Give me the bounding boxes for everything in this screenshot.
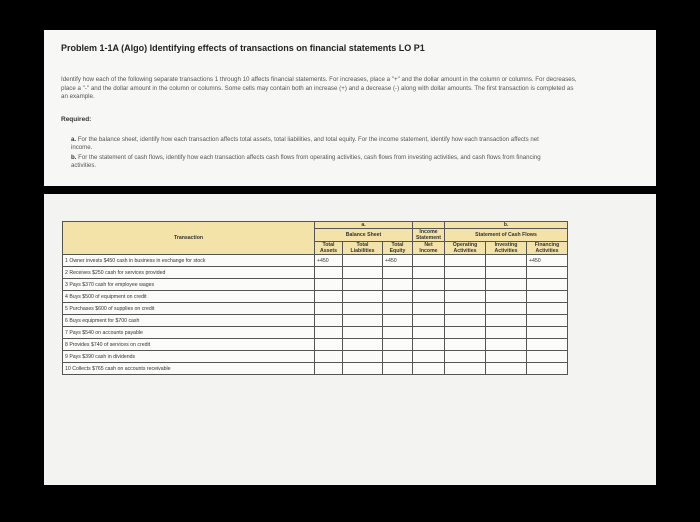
effect-input-assets[interactable] — [315, 267, 343, 279]
effect-input-operating[interactable] — [445, 291, 486, 303]
effect-input-equity[interactable] — [383, 279, 413, 291]
effect-input-assets[interactable] — [315, 351, 343, 363]
effect-input-financing[interactable] — [527, 351, 568, 363]
effect-input-financing[interactable] — [527, 303, 568, 315]
effect-input-investing[interactable] — [486, 279, 527, 291]
part-b-label: b. — [445, 222, 568, 229]
effect-input-net-income[interactable] — [413, 327, 445, 339]
transaction-cell: 2 Receives $250 cash for services provided — [63, 267, 315, 279]
effect-input-financing[interactable] — [527, 279, 568, 291]
effect-input-financing[interactable] — [527, 339, 568, 351]
transaction-cell: 9 Pays $390 cash in dividends — [63, 351, 315, 363]
effect-input-equity[interactable]: +450 — [383, 255, 413, 267]
transaction-cell: 8 Provides $740 of services on credit — [63, 339, 315, 351]
requirement-b-text: For the statement of cash flows, identify how each transaction affects cash flows from operating activities, cash flows from investing activities, and cash flows from financing activities. — [71, 154, 541, 170]
table-row — [63, 339, 568, 351]
effect-input-net-income[interactable] — [413, 363, 445, 375]
effect-input-operating[interactable] — [445, 363, 486, 375]
transaction-cell: 6 Buys equipment for $700 cash — [63, 315, 315, 327]
effect-input-operating[interactable] — [445, 351, 486, 363]
effect-input-financing[interactable] — [527, 327, 568, 339]
requirement-b-label: b. — [71, 154, 77, 161]
effect-input-assets[interactable] — [315, 315, 343, 327]
effect-input-equity[interactable] — [383, 363, 413, 375]
balance-sheet-header: Balance Sheet — [315, 229, 413, 242]
effect-input-operating[interactable] — [445, 267, 486, 279]
effect-input-investing[interactable] — [486, 351, 527, 363]
effect-input-investing[interactable] — [486, 339, 527, 351]
effect-input-liabilities[interactable] — [343, 315, 383, 327]
effect-input-equity[interactable] — [383, 267, 413, 279]
requirement-a-text: For the balance sheet, identify how each transaction affects total assets, total liabilities, and total equity. For the income statement, identify how each transaction affects net income. — [71, 136, 539, 152]
effect-input-equity[interactable] — [383, 339, 413, 351]
effect-input-assets[interactable] — [315, 279, 343, 291]
col-total-liabilities: Total Liabilities — [343, 242, 383, 255]
required-label: Required: — [61, 116, 92, 123]
transaction-cell: 5 Purchases $600 of supplies on credit — [63, 303, 315, 315]
transaction-cell: 1 Owner invests $450 cash in business in exchange for stock — [63, 255, 315, 267]
col-net-income: Net Income — [413, 242, 445, 255]
effect-input-net-income[interactable] — [413, 279, 445, 291]
effect-input-financing[interactable]: +450 — [527, 255, 568, 267]
table-row — [63, 327, 568, 339]
table-row — [63, 363, 568, 375]
part-a-income-spacer — [413, 222, 445, 229]
requirement-a-label: a. — [71, 136, 77, 143]
transaction-cell: 4 Buys $500 of equipment on credit — [63, 291, 315, 303]
effect-input-operating[interactable] — [445, 279, 486, 291]
effect-input-investing[interactable] — [486, 303, 527, 315]
effect-input-liabilities[interactable] — [343, 267, 383, 279]
col-investing: Investing Activities — [486, 242, 527, 255]
effects-table — [62, 221, 568, 375]
effect-input-equity[interactable] — [383, 303, 413, 315]
effect-input-financing[interactable] — [527, 291, 568, 303]
transaction-cell: 10 Collects $765 cash on accounts receivable — [63, 363, 315, 375]
problem-panel — [44, 30, 656, 186]
table-row — [63, 303, 568, 315]
effect-input-net-income[interactable] — [413, 267, 445, 279]
effect-input-investing[interactable] — [486, 291, 527, 303]
col-financing: Financing Activities — [527, 242, 568, 255]
effect-input-assets[interactable] — [315, 339, 343, 351]
effect-input-financing[interactable] — [527, 267, 568, 279]
transaction-cell: 7 Pays $540 on accounts payable — [63, 327, 315, 339]
effect-input-investing[interactable] — [486, 363, 527, 375]
effect-input-net-income[interactable] — [413, 339, 445, 351]
effect-input-financing[interactable] — [527, 363, 568, 375]
effect-input-liabilities[interactable] — [343, 279, 383, 291]
effect-input-liabilities[interactable] — [343, 291, 383, 303]
effect-input-net-income[interactable] — [413, 255, 445, 267]
effect-input-investing[interactable] — [486, 267, 527, 279]
table-row — [63, 255, 568, 267]
table-row — [63, 291, 568, 303]
effect-input-operating[interactable] — [445, 327, 486, 339]
table-row — [63, 351, 568, 363]
income-statement-header: Income Statement — [413, 229, 445, 242]
effect-input-assets[interactable] — [315, 291, 343, 303]
requirement-b — [71, 154, 541, 171]
transaction-header: Transaction — [63, 222, 315, 255]
effect-input-liabilities[interactable] — [343, 303, 383, 315]
effect-input-liabilities[interactable] — [343, 363, 383, 375]
effect-input-liabilities[interactable] — [343, 255, 383, 267]
effect-input-net-income[interactable] — [413, 351, 445, 363]
effect-input-operating[interactable] — [445, 339, 486, 351]
effect-input-assets[interactable] — [315, 327, 343, 339]
effect-input-equity[interactable] — [383, 351, 413, 363]
problem-title: Problem 1-1A (Algo) Identifying effects of transactions on financial statements LO P1 — [61, 43, 425, 53]
effect-input-equity[interactable] — [383, 291, 413, 303]
effect-input-equity[interactable] — [383, 327, 413, 339]
effect-input-liabilities[interactable] — [343, 339, 383, 351]
effect-input-assets[interactable]: +450 — [315, 255, 343, 267]
effect-input-operating[interactable] — [445, 303, 486, 315]
part-a-label: a. — [315, 222, 413, 229]
cash-flows-header: Statement of Cash Flows — [445, 229, 568, 242]
col-operating: Operating Activities — [445, 242, 486, 255]
effect-input-assets[interactable] — [315, 363, 343, 375]
table-row — [63, 315, 568, 327]
effect-input-investing[interactable] — [486, 255, 527, 267]
table-row — [63, 267, 568, 279]
effect-input-equity[interactable] — [383, 315, 413, 327]
effect-input-net-income[interactable] — [413, 315, 445, 327]
effect-input-net-income[interactable] — [413, 291, 445, 303]
col-total-equity: Total Equity — [383, 242, 413, 255]
effect-input-operating[interactable] — [445, 315, 486, 327]
problem-instructions: Identify how each of the following separate transactions 1 through 10 affects financial statements. For increases, place a "+" and the dollar amount in the column or columns. For decreases, place a "-" and the dollar amount in the column or columns. Some cells may contain both an increase (+) and a decrease (-) along with dollar amounts. The first transaction is completed as an example. — [61, 76, 577, 101]
effect-input-investing[interactable] — [486, 327, 527, 339]
effect-input-assets[interactable] — [315, 303, 343, 315]
effect-input-net-income[interactable] — [413, 303, 445, 315]
col-total-assets: Total Assets — [315, 242, 343, 255]
requirement-a — [71, 136, 541, 153]
table-row — [63, 279, 568, 291]
transaction-cell: 3 Pays $370 cash for employee wages — [63, 279, 315, 291]
effect-input-liabilities[interactable] — [343, 351, 383, 363]
effect-input-investing[interactable] — [486, 315, 527, 327]
effect-input-liabilities[interactable] — [343, 327, 383, 339]
effect-input-operating[interactable] — [445, 255, 486, 267]
effect-input-financing[interactable] — [527, 315, 568, 327]
answer-panel — [44, 194, 656, 485]
